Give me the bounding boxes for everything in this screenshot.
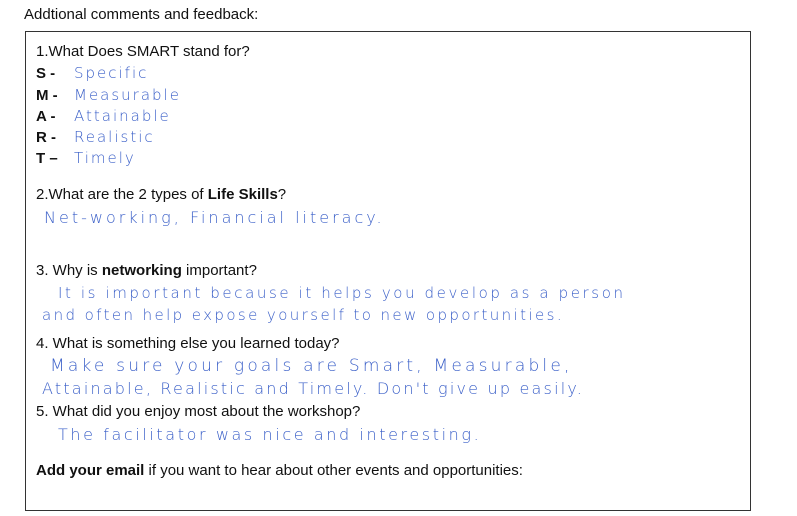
smart-answer-a: Attainable [74, 107, 171, 125]
question-4: 4. What is something else you learned today? [36, 335, 340, 352]
question-3-bold: networking [101, 262, 182, 279]
smart-label-t: T – [36, 150, 58, 167]
email-prompt-text: if you want to hear about other events and opportunities: [144, 462, 523, 479]
question-2-suffix: ? [277, 186, 287, 203]
answer-4-line-2: Attainable, Realistic and Timely. Don't give up easily. [42, 379, 585, 398]
answer-5: The facilitator was nice and interesting. [58, 425, 482, 444]
answer-2: Net-working, Financial literacy. [44, 208, 385, 227]
smart-label-r: R - [36, 129, 56, 146]
question-1: 1.What Does SMART stand for? [36, 43, 250, 60]
answer-3-line-1: It is important because it helps you develop as a person [58, 284, 626, 302]
question-2-bold: Life Skills [207, 186, 278, 203]
question-3 [36, 262, 257, 279]
question-2-text: 2.What are the 2 types of [36, 186, 208, 203]
smart-label-a: A - [36, 108, 56, 125]
section-title: Addtional comments and feedback: [24, 6, 259, 23]
email-prompt-bold: Add your email [36, 462, 145, 479]
answer-4-line-1: Make sure your goals are Smart, Measurable, [50, 356, 573, 376]
smart-answer-m: Measurable [74, 86, 181, 104]
smart-answer-t: Timely [74, 149, 136, 167]
question-3-text: 3. Why is [36, 262, 102, 279]
answer-3-line-2: and often help expose yourself to new opportunities. [42, 306, 564, 324]
smart-answer-s: Specific [74, 64, 149, 82]
smart-label-m: M - [36, 87, 58, 104]
smart-label-s: S - [36, 65, 56, 82]
smart-answer-r: Realistic [74, 128, 155, 146]
email-prompt [36, 462, 523, 479]
question-3-suffix: important? [181, 262, 257, 279]
question-5: 5. What did you enjoy most about the workshop? [36, 403, 361, 420]
question-2 [36, 186, 286, 203]
